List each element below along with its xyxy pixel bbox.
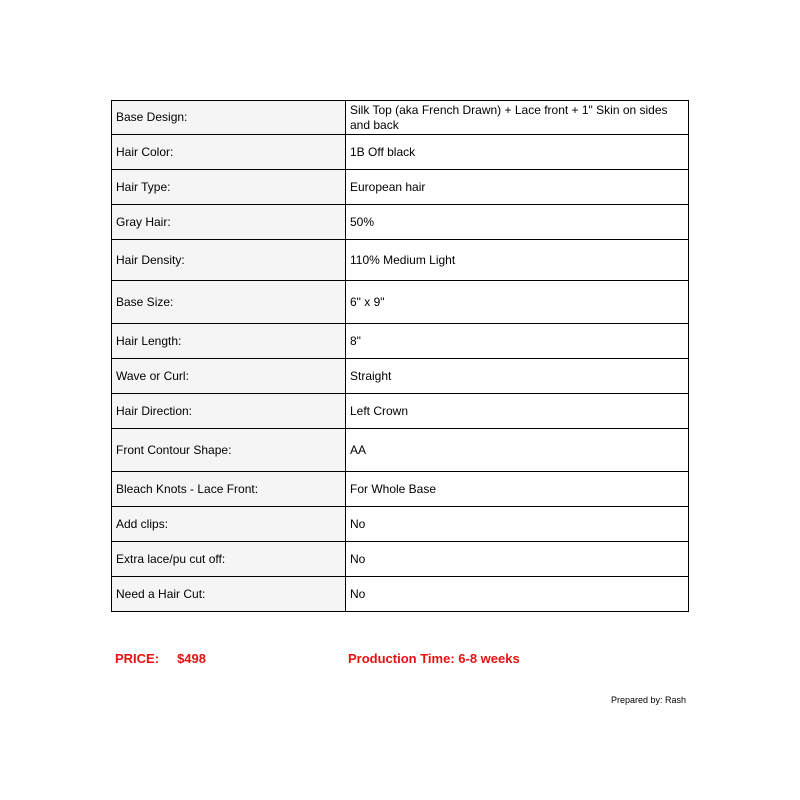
spec-row xyxy=(112,542,689,577)
spec-row xyxy=(112,359,689,394)
spec-table-body xyxy=(112,101,689,612)
spec-row xyxy=(112,577,689,612)
spec-row xyxy=(112,205,689,240)
spec-label: Bleach Knots - Lace Front: xyxy=(112,472,346,507)
spec-row xyxy=(112,324,689,359)
spec-label: Hair Color: xyxy=(112,135,346,170)
spec-value: 6" x 9" xyxy=(346,281,689,324)
spec-value: AA xyxy=(346,429,689,472)
spec-value: 1B Off black xyxy=(346,135,689,170)
spec-label: Hair Length: xyxy=(112,324,346,359)
prepared-by: Prepared by: Rash xyxy=(610,695,686,705)
spec-value: European hair xyxy=(346,170,689,205)
spec-row xyxy=(112,394,689,429)
spec-label: Gray Hair: xyxy=(112,205,346,240)
spec-label: Hair Type: xyxy=(112,170,346,205)
spec-label: Base Design: xyxy=(112,101,346,135)
spec-value: 50% xyxy=(346,205,689,240)
spec-label: Need a Hair Cut: xyxy=(112,577,346,612)
spec-label: Base Size: xyxy=(112,281,346,324)
spec-label: Extra lace/pu cut off: xyxy=(112,542,346,577)
spec-label: Hair Density: xyxy=(112,240,346,281)
spec-row xyxy=(112,135,689,170)
spec-row xyxy=(112,170,689,205)
spec-value: Left Crown xyxy=(346,394,689,429)
spec-row xyxy=(112,101,689,135)
spec-row xyxy=(112,240,689,281)
spec-label: Add clips: xyxy=(112,507,346,542)
spec-label: Front Contour Shape: xyxy=(112,429,346,472)
spec-row xyxy=(112,507,689,542)
spec-value: 110% Medium Light xyxy=(346,240,689,281)
production-time: Production Time: 6-8 weeks xyxy=(348,651,520,666)
spec-row xyxy=(112,472,689,507)
spec-value: No xyxy=(346,507,689,542)
spec-label: Wave or Curl: xyxy=(112,359,346,394)
price-value: $498 xyxy=(177,651,206,666)
spec-value: For Whole Base xyxy=(346,472,689,507)
spec-label: Hair Direction: xyxy=(112,394,346,429)
spec-row xyxy=(112,429,689,472)
order-spec-table xyxy=(111,100,689,612)
spec-value: 8" xyxy=(346,324,689,359)
spec-value: Straight xyxy=(346,359,689,394)
spec-value: Silk Top (aka French Drawn) + Lace front + 1" Skin on sides and back xyxy=(346,101,689,135)
price-label: PRICE: xyxy=(115,651,160,666)
price-block xyxy=(115,651,206,666)
spec-value: No xyxy=(346,542,689,577)
spec-value: No xyxy=(346,577,689,612)
spec-row xyxy=(112,281,689,324)
